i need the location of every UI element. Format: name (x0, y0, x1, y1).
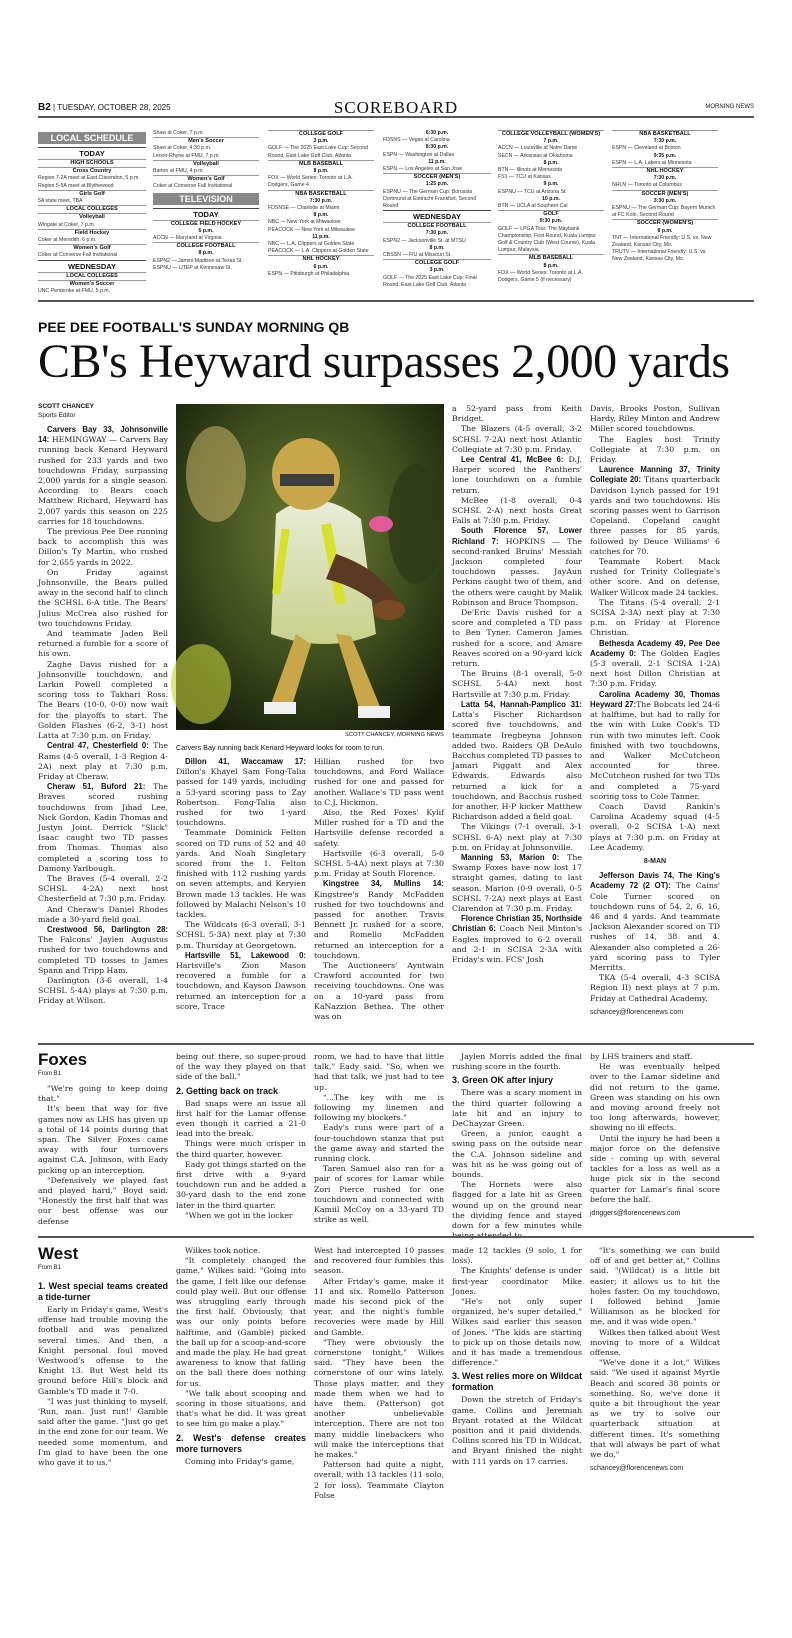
foxes-column-2 (176, 1052, 306, 1229)
subhead: 3. Green OK after injury (452, 1075, 554, 1086)
schedule-listing: Shaw at Coker, 7 p.m. (153, 130, 205, 136)
paragraph: Jaylen Morris added the final rushing score in the fourth. (452, 1052, 582, 1072)
story-photo (176, 404, 444, 730)
paragraph: Zaghe Davis rushed for a Johnsonville touchdown, and Larkin Powell completed a scoring toss to Takhari Ross. The Bears (10-0, 0-0) now wait for the playoffs to start. The Golden Flashes (6-2, 3-1) host Latta at 7:30 p.m. on Friday. (38, 659, 168, 741)
story-column-5 (590, 404, 720, 1035)
foxes-column-1 (38, 1084, 168, 1229)
story-column-3 (314, 757, 444, 1035)
schedule-time: 6:30 p.m. (425, 130, 449, 136)
schedule-listing: Shaw at Coker, 4:30 p.m. (153, 145, 212, 152)
paragraph: West had intercepted 10 passes and recovered four fumbles this season. (314, 1246, 444, 1276)
schedule-listing: Region 7-2A meet at East Clarendon, 5 p.m. (38, 175, 140, 182)
paragraph-text: D.J. Harper scored the Panthers' lone touchdown on a fumble return. (452, 455, 582, 495)
west-jump-head (38, 1244, 78, 1273)
paragraph: And teammate Jaden Bell returned a fumble for a score of his own. (38, 629, 168, 659)
schedule-listing: TRUTV — International Friendly: U.S. vs. New Zealand, Kansas City, Mo. (612, 249, 707, 263)
game-result: Lee Central 41, McBee 6: (461, 455, 564, 465)
schedule-listing: FOX — World Series: Toronto at L.A. Dodgers, Game 5 (if necessary) (498, 269, 583, 284)
schedule-listing: ESPN — Pittsburgh at Philadelphia (268, 270, 350, 277)
foxes-title: Foxes (38, 1050, 88, 1069)
schedule-listing: Coker at Converse Fall Invitational (38, 252, 118, 259)
paragraph: room, we had to have that little talk," Eady said. "So, when we had that talk, we just had to tee up. (314, 1052, 444, 1092)
paragraph: And Cheraw's Daniel Rhodes made a 30-yard field goal. (38, 904, 168, 924)
schedule-listing: FDSNS — Vegas at Carolina (383, 137, 450, 144)
schedule-time: 8 p.m. (198, 250, 214, 257)
schedule-heading: MLB BASEBALL (498, 254, 604, 262)
divider (38, 300, 754, 302)
paragraph (38, 425, 168, 527)
schedule-listing: Coker at Converse Fall Invitational (153, 183, 233, 190)
schedule-heading: LOCAL COLLEGES (38, 205, 146, 213)
paragraph-text: The Golden Eagles (5-3 overall, 2-1 SCISA 1-2A) next host Dillon Christian at 7:30 p.m. Friday. (590, 648, 720, 689)
paragraph: "When we got in the locker (185, 1210, 293, 1220)
schedule-listing: ESPN2 — James Madison at Texas St. (153, 257, 243, 264)
schedule-listing: FS1 — TCU at Kansas (498, 174, 551, 181)
game-result: South Florence 57, Lower Richland 7: (452, 526, 582, 546)
paragraph-text: HOPKINS — The second-ranked Bruins' Messiah Jackson completed four touchdown passes. JayAun Perkins caught two of them, and the others were caught by Malik Robinson and Bruce Thompson. (452, 536, 582, 607)
schedule-heading: SOCCER (MEN'S) (383, 173, 491, 181)
subhead: 1. West special teams created a tide-turner (38, 1281, 168, 1302)
schedule-column-3 (268, 130, 374, 300)
game-result: Florence Christian 35, Northside Christian 6: (452, 914, 582, 934)
paragraph: Darlington (3-6 overall, 1-4 SCHSL 5-4A) plays at 7:30 p.m. Friday at Wilson. (38, 975, 168, 1006)
story-column-1 (38, 425, 168, 1035)
schedule-heading: WEDNESDAY (38, 260, 146, 272)
paragraph: "They were obviously the cornerstone tonight," Wilkes said. "They have been the cornerstone of our wins lately. Those plays matter, and they made them when we had to have them. (Patterson) got another unbelievable interception. There are not too many middle linebackers who will make the interceptions that he makes." (314, 1337, 444, 1460)
paragraph: The Bruins (8-1 overall, 5-0 SCHSL 5-4A) next host Hartsville at 7:30 p.m. Friday. (452, 669, 582, 699)
paragraph: Wilkes then talked about West moving to more of a Wildcat offense. (590, 1327, 720, 1358)
paragraph (314, 879, 444, 961)
paragraph-text: The Bobcats led 24-6 at halftime, but had to rally for the win with Luke Cook's TD run with two minutes left. Cook finished with two touchdowns, and Walker McCutcheon accounted for three. McCutcheon rushed for two TDs and completed a 75-yard scoring toss to Cole Tanner. (590, 699, 721, 801)
foxes-column-4 (452, 1052, 582, 1241)
schedule-time: 9:35 p.m. (653, 152, 677, 159)
paragraph-text: Coach Neil Minton's Eagles improved to 6-2 overall and 2-1 in SCISA 2-3A with Friday's win. FCS' Josh (452, 924, 582, 964)
game-result: Bethesda Academy 49, Pee Dee Academy 0: (590, 638, 720, 658)
page-number: B2 (38, 102, 51, 113)
paragraph (590, 871, 720, 973)
west-column-2 (176, 1246, 306, 1490)
game-result: Latta 54, Hannah-Pamplico 31: (461, 699, 582, 709)
paragraph-text: Hartsville's Zion Mason recovered a fumble for a touchdown, and Kayson Dawson returned an interception for a score. Trace (176, 961, 306, 1011)
schedule-heading: COLLEGE VOLLEYBALL (WOMEN'S) (498, 130, 604, 138)
story-headline: CB's Heyward surpasses 2,000 yards (38, 335, 730, 388)
paragraph: It's been that way for five games now as LHS has given up a total of 14 points during that span. The Silver Foxes came away with four turnovers against C.A. Johnson, with Eady picking up an interception. (38, 1104, 168, 1175)
schedule-time: 6 p.m. (198, 227, 214, 234)
schedule-heading: TODAY (153, 208, 259, 220)
game-result: Manning 53, Marion 0: (461, 852, 560, 862)
schedule-time: 7:30 p.m. (309, 197, 333, 204)
paragraph-text: Latta's Fischer Richardson scored five touchdowns, and teammate Iregbeyna Johnson added two. Raiders QB DeAulo Bacchus completed TD passes to Jamari Piggatt and Alex Edwards. Edwards also returned a kick for a touchdown, and Bacchus rushed for another. H-P kicker Matthew Richardson added a field goal. (452, 710, 582, 822)
schedule-heading: Volleyball (38, 213, 146, 221)
schedule-heading: NHL HOCKEY (612, 167, 718, 175)
schedule-time: 10 p.m. (542, 195, 560, 202)
author-email: schancey@florencenews.com (590, 1465, 684, 1473)
paragraph: The Blazers (4-5 overall, 3-2 SCHSL 7-2A) next host Atlantic Collegiate at 7:30 p.m. Friday. (452, 424, 582, 454)
paragraph-text: The Rams (4-5 overall, 1-3 Region 4-2A) next play at 7:30 p.m. Friday at Cheraw. (38, 741, 168, 781)
paragraph: "...The key with me is following my linemen and following my blockers." (314, 1092, 444, 1123)
paragraph (452, 455, 582, 496)
paragraph: Hartsville (6-3 overall, 5-0 SCHSL 5-4A) next plays at 7:30 p.m. Friday at South Florence. (314, 848, 444, 879)
paragraph: McBee (1-8 overall, 0-4 SCHSL 2-A) next hosts Great Falls at 7:30 p.m. Friday. (452, 495, 582, 526)
schedule-time: 8 p.m. (543, 159, 559, 166)
schedule-heading: COLLEGE FIELD HOCKEY (153, 220, 259, 228)
game-result: Crestwood 56, Darlington 28: (47, 924, 168, 934)
divider (38, 1043, 754, 1045)
paragraph-text: HEMINGWAY — Carvers Bay running back Kenard Heyward rushed for 233 yards and two touchdowns Friday, surpassing 2,000 yards for a single season. According to Bears coach Matthew Richard, Heyward has 2,007 yards this season on 225 carries for 18 touchdowns. (38, 435, 168, 526)
paragraph: The Eagles host Trinity Collegiate at 7:30 p.m. on Friday. (590, 434, 720, 465)
schedule-listing: NBC — L.A. Clippers at Golden State (268, 241, 355, 248)
paragraph: He was eventually helped over to the Lamar sideline and did not return to the game. Green was standing on his own and moving around freely not too long afterwards, however, showing no ill effects. (590, 1062, 720, 1133)
schedule-time: 8 p.m. (313, 212, 329, 219)
paragraph: "It's something we can build off of and get better at," Collins said. "(Wildcat) is a little bit easier; it allows us to hit the holes faster. On my touchdown, I followed behind Jamie Williamson as he blocked for me, and it was wide open." (590, 1246, 720, 1327)
paragraph: The Wildcats (6-3 overall, 3-1 SCHSL 5-3A) next play at 7:30 p.m. Thursday at Georgetown. (176, 920, 306, 950)
schedule-column-4 (383, 130, 491, 300)
west-column-5 (590, 1246, 720, 1490)
publication-name: MORNING NEWS (705, 104, 754, 110)
paragraph: Down the stretch of Friday's game, Collins and Jeremiah Bryant rotated at the Wildcat position and it paid dividends. Collins scored his TD in Wildcat, and Bryant finished the night with 111 yards on 17 carries. (452, 1395, 582, 1466)
paragraph (38, 925, 168, 976)
schedule-listing: ESPN — Washington at Dallas (383, 151, 455, 158)
paragraph (452, 914, 582, 965)
byline-title: Sports Editor (38, 412, 76, 419)
author-email: jdriggers@florencenews.com (590, 1210, 681, 1218)
schedule-listing: ESPN — Los Angeles at San Jose (383, 166, 463, 173)
paragraph (590, 690, 720, 802)
paragraph: by LHS trainers and staff. (590, 1052, 693, 1061)
west-title: West (38, 1244, 79, 1263)
schedule-heading: NBA BASKETBALL (612, 130, 718, 138)
west-column-3 (314, 1246, 444, 1500)
schedule-time: 11 p.m. (428, 158, 446, 165)
schedule-heading: COLLEGE GOLF (268, 130, 374, 138)
divider (38, 1236, 754, 1238)
paragraph (38, 741, 168, 782)
paragraph (452, 526, 582, 608)
schedule-listing: FOX — World Series: Toronto at L.A. Dodgers, Game 4 (268, 175, 353, 189)
schedule-listing: GOLF — The 2025 East Lake Cup: Final Round, East Lake Golf Club, Atlanta (383, 274, 477, 288)
paragraph: Early in Friday's game, West's offense had trouble moving the football and was penalized several times. And then, a Knight personal foul moved Westwood's offense to the Knight 13. But West held its ground before Hill's block and Gamble's TD made it 7-0. (38, 1305, 168, 1396)
schedule-time: 3 p.m. (313, 138, 329, 145)
game-result: Hartsville 51, Lakewood 0: (185, 950, 306, 960)
schedule-listing: ESPNU — TCU at Arizona St. (498, 188, 567, 195)
story-column-2 (176, 757, 306, 1035)
schedule-time: 6 p.m. (313, 263, 329, 270)
paragraph: TKA (5-4 overall, 4-3 SCISA Region II) next plays at 7 p.m. Friday at Cathedral Academy. (590, 973, 720, 1003)
schedule-listing: Region 5-5A meet at Blythewood (38, 182, 114, 189)
section-title: SCOREBOARD (333, 98, 459, 117)
foxes-from: From B1 (38, 1071, 62, 1077)
west-column-1 (38, 1278, 168, 1490)
schedule-heading: Girls Golf (38, 190, 146, 198)
schedule-heading: SOCCER (WOMEN'S) (612, 219, 718, 227)
schedule-listing: NBC — New York at Milwaukee (268, 219, 341, 226)
paragraph-text: Kingstree's Randy McFadden rushed for two touchdowns and passed for another. Travis Bennett Jr. rushed for a score, and Romello McFadden returned an interception for a touchdown. (314, 889, 444, 960)
schedule-column-5 (498, 130, 604, 300)
schedule-listing: FDSNSE — Charlotte at Miami (268, 205, 340, 212)
paragraph: "We talk about scooping and scoring in those situations, and that's what he did. It was great to see him go make a play." (176, 1388, 306, 1429)
schedule-heading: HIGH SCHOOLS (38, 159, 146, 167)
schedule-heading: Women's Golf (38, 244, 146, 252)
schedule-column-2 (153, 130, 259, 300)
schedule-listing: UNC Pembroke at FMU, 5 p.m. (38, 288, 111, 295)
paragraph (590, 639, 720, 690)
paragraph: Until the injury he had been a major force on the defensive side - coming up with several tackles for a loss as well as a huge pick six in the second quarter for Lamar's final score before the half. (590, 1133, 720, 1204)
paragraph: "We're going to keep doing that." (38, 1084, 168, 1104)
paragraph (38, 782, 168, 874)
byline (38, 402, 94, 420)
football-player-image (176, 404, 444, 730)
schedule-column-6 (612, 130, 718, 300)
section-label: 8-MAN (643, 857, 667, 865)
paragraph: "We've done it a lot," Wilkes said. "We used it against Myrtle Beach and scored 38 points or something. So, we've done it quite a bit throughout the year as we try to solve our quarterback situation at different times. It's something that will always be part of what we do." (590, 1358, 720, 1460)
photo-credit: SCOTT CHANCEY, MORNING NEWS (345, 732, 444, 738)
schedule-time: 7:30 p.m. (425, 230, 449, 237)
paragraph: Things were much crisper in the third quarter, however. (176, 1139, 306, 1159)
paragraph: "It completely changed the game," Wilkes said. "Going into the game, I felt like our defense could play well. But our offense was struggling early through the first half. Obviously, that was our only points before halftime, and (Gamble) picked the ball up for a scoop-and-score and made the play. He had great awareness to know that falling on the ball there does nothing for us. (176, 1256, 306, 1388)
paragraph: The previous Pee Dee running back to accomplish this was Dillon's Ty Martin, who rushed for 2,655 yards in 2022. (38, 527, 168, 567)
schedule-time: 7:30 p.m. (653, 138, 677, 145)
schedule-listing: GOLF — The 2025 East Lake Cup: Second Round, East Lake Golf Club, Atlanta (268, 145, 368, 159)
paragraph-text: The Falcons' Jaylen Augustus rushed for two touchdowns and completed TD tosses to James Spann and Tripp Ham. (38, 935, 168, 975)
schedule-listing: PEACOCK — New York at Milwaukee (268, 226, 356, 233)
schedule-listing: ESPN2 — Jacksonville St. at MTSU (383, 237, 466, 244)
story-kicker: PEE DEE FOOTBALL'S SUNDAY MORNING QB (38, 319, 350, 335)
schedule-column-1 (38, 130, 146, 300)
schedule-heading: NBA BASKETBALL (268, 190, 374, 198)
paragraph: Green, a junior, caught a swing pass on the outside near the C.A. Johnson sideline and was hit as he was going out of bounds. (452, 1129, 582, 1180)
schedule-time: 8:30 p.m. (425, 144, 449, 151)
paragraph: The Hornets were also flagged for a late hit as Green wound up on the ground near the dividing fence and stayed down for a few minutes while being attended to (452, 1180, 582, 1241)
schedule-listing: ESPNU — The German Cup: Borussia Dortmund at Eintracht Frankfurt, Second Round (383, 188, 477, 210)
game-result: Cheraw 51, Buford 21: (47, 782, 146, 792)
paragraph: Eady got things started on the first drive with a 9-yard touchdown run and he added a 30-yard dash to the end zone later in the third quarter. (176, 1159, 306, 1210)
paragraph: The Auctioneers' Ayntwain Crawford accounted for two receiving touchdowns. One was on a 10-yard pass from KaNazzion Bethea. The other was on (314, 961, 444, 1022)
photo-caption: Carvers Bay running back Kenard Heyward looks for room to run. (176, 743, 385, 752)
author-email: schancey@florencenews.com (590, 1008, 684, 1016)
schedule-time: 1:25 p.m. (425, 181, 449, 188)
paragraph: Teammate Robert Mack rushed for Trinity Collegiate's other score. And on defense, Walker Willcox made 24 tackles. (590, 557, 720, 597)
paragraph: Hillian rushed for two touchdowns, and Ford Wallace rushed for one and passed for another. Wallace's TD pass went to C.J. Hickmon. (314, 757, 444, 807)
paragraph (590, 465, 720, 557)
schedule-heading: LOCAL COLLEGES (38, 272, 146, 280)
schedule-time: 3 p.m. (429, 267, 445, 274)
story-column-4 (452, 404, 582, 1035)
foxes-jump-head (38, 1050, 87, 1079)
paragraph: De'Eric Davis rushed for a score and completed a TD pass to Ben Tyner. Cameron James rushed for a score, and Amare Reaves scored on a 90-yard kick return. (452, 608, 582, 669)
schedule-heading: NHL HOCKEY (268, 255, 374, 263)
schedule-listing: TNT — International Friendly: U.S. vs. New Zealand, Kansas City, Mo. (612, 234, 712, 249)
schedule-time: 9:30 p.m. (539, 218, 563, 225)
game-result: Dillon 41, Waccamaw 17: (185, 757, 306, 766)
schedule-listing: CBSSN — FIU at Missouri St. (383, 252, 452, 259)
west-column-4 (452, 1246, 582, 1490)
schedule-heading: COLLEGE FOOTBALL (153, 242, 259, 250)
schedule-heading: Women's Soccer (38, 280, 146, 288)
schedule-heading: Cross Country (38, 167, 146, 175)
schedule-listing: Wingate at Coker, 7 p.m. (38, 221, 96, 228)
schedule-listing: Lenoir-Rhyne at FMU, 7 p.m. (153, 152, 220, 159)
subhead: 3. West relies more on Wildcat formation (452, 1371, 582, 1393)
paragraph: a 52-yard pass from Keith Bridget. (452, 404, 582, 424)
paragraph (176, 951, 306, 1012)
page-folio: B2 | TUESDAY, OCTOBER 28, 2025 (38, 102, 171, 113)
schedule-heading: LOCAL SCHEDULE (38, 132, 146, 144)
paragraph: Teammate Dominick Felton scored on TD runs of 52 and 40 yards. And Noah Singletary scored from the 1. Felton finished with 112 rushing yards on seven attempts, and Keryien Brown made 13 tackles. He was followed by Malachi Nelson's 10 tackles. (176, 828, 306, 920)
foxes-column-3 (314, 1052, 444, 1229)
foxes-column-5 (590, 1052, 720, 1229)
game-result: Central 47, Chesterfield 0: (47, 741, 149, 751)
paragraph: The Braves (5-4 overall, 2-2 SCHSL 4-2A) next host Chesterfield at 7:30 p.m. Friday. (38, 873, 168, 904)
schedule-heading: COLLEGE FOOTBALL (383, 222, 491, 230)
schedule-heading: SOCCER (MEN'S) (612, 190, 718, 198)
schedule-listing: 5A state meet, TBA (38, 198, 83, 205)
schedule-listing: ESPNU — UTEP at Kennesaw St. (153, 264, 232, 271)
paragraph (452, 853, 582, 914)
schedule-time: 3:30 p.m. (653, 197, 677, 204)
paragraph: Davis, Brooks Poston, Sullivan Hardy, Riley Minton and Andrew Miller scored touchdowns. (590, 404, 720, 434)
schedule-listing: ESPN — L.A. Lakers at Minnesota (612, 159, 692, 166)
game-result: Carolina Academy 30, Thomas Heyward 27: (590, 689, 720, 709)
schedule-heading: TELEVISION (153, 193, 259, 205)
page-date: TUESDAY, OCTOBER 28, 2025 (57, 103, 171, 112)
byline-name: SCOTT CHANCEY (38, 403, 94, 410)
schedule-listing: BTN — UCLA at Southern Cal (498, 203, 568, 210)
paragraph: There was a scary moment in the third quarter following a late hit and an injury to DeChayzar Green. (452, 1088, 582, 1129)
schedule-listing: ESPNU — The German Cup: Bayern Munich at FC Koln, Second Round (612, 205, 716, 219)
paragraph: After Friday's game, make it 11 and six. Romello Patterson made his second pick of the year, and the night's fumble recoveries were made by Hill and Gamble. (314, 1276, 444, 1337)
schedule-heading: Volleyball (153, 160, 259, 168)
schedule-time: 8 p.m. (657, 227, 673, 234)
paragraph: Patterson had quite a night, overall, with 13 tackles (11 solo, 2 for loss). Teammate Clayton Folse (314, 1460, 444, 1500)
schedule-listing: ACCN — Maryland at Virginia (153, 235, 222, 242)
paragraph: Bad snaps were an issue all first half for the Lamar offense even though it carried a 21-0 lead into the break. (176, 1098, 306, 1139)
schedule-time: 9 p.m. (543, 181, 559, 188)
paragraph: being out there, so super-proud of the way they played on that side of the ball." (176, 1052, 306, 1082)
paragraph: "Defensively we played fast and played hard," Boyd said. "Honestly the first half that was our best offense was our defense (38, 1175, 168, 1226)
paragraph-text: Titans quarterback Davidson Lynch passed for 191 yards and two touchdowns. His scoring passes went to Garrison Copeland. Copeland caught three passes for 85 yards, followed by Deuce Williams' 6 catches for 70. (590, 475, 720, 556)
schedule-listing: Coker at Meredith, 6 p.m. (38, 237, 97, 244)
game-result: Kingstree 34, Mullins 14: (323, 879, 444, 889)
schedule-heading: Field Hockey (38, 229, 146, 237)
paragraph: Coach David Rankin's Carolina Academy squad (4-5 overall, 0-2 SCISA 1-A) next plays at 7:30 p.m. on Friday at Lee Academy. (590, 801, 720, 852)
page-header (38, 100, 754, 118)
schedule-time: 8 p.m. (313, 168, 329, 175)
game-result: Carvers Bay 33, Johnsonville 14: (38, 425, 168, 445)
schedule-listing: SECN — Arkansas at Oklahoma (498, 152, 573, 159)
schedule-listing: Barton at FMU, 4 p.m. (153, 168, 205, 175)
schedule-listing: ACCN — Louisville at Notre Dame (498, 145, 578, 152)
schedule-heading: GOLF (498, 210, 604, 218)
schedule-heading: WEDNESDAY (383, 210, 491, 222)
paragraph (452, 700, 582, 822)
paragraph: The Knights' defense is under first-year coordinator Mike Jones. (452, 1266, 582, 1296)
schedule-heading: TODAY (38, 147, 146, 159)
schedule-time: 8 p.m. (543, 262, 559, 269)
schedule-heading: Women's Golf (153, 175, 259, 183)
schedule-heading: COLLEGE GOLF (383, 259, 491, 267)
paragraph: Taren Samuel also ran for a pair of scores for Lamar while Zori Pierce rushed for one touchdown and connected with Kamiil McCoy on a 33-yard TD strike as well. (314, 1164, 444, 1225)
paragraph: Wilkes took notice. (185, 1246, 261, 1255)
subhead: 2. West's defense creates more turnovers (176, 1432, 306, 1454)
paragraph: The Titans (5-4 overall, 2-1 SCISA 2-3A) next play at 7:30 p.m. on Friday at Florence Christian. (590, 597, 720, 638)
paragraph: Also, the Red Foxes' Kylif Miller rushed for a TD and the Hartsville defense recorded a safety. (314, 808, 444, 848)
paragraph (176, 757, 306, 828)
schedule-listing: ESPN — Cleveland at Boston (612, 145, 681, 152)
schedule-time: 8 p.m. (429, 244, 445, 251)
paragraph: On Friday against Johnsonville, the Bears pulled away in the second half to clinch the SCHSL 6-A title. The Bears' Julius McCrea also rushed for two touchdowns Friday. (38, 567, 168, 628)
schedule-listing: NHLN — Toronto at Columbus (612, 182, 682, 189)
paragraph: "I was just thinking to myself, 'Run, man. Just run!' Gamble said after the game. "Just go get in the end zone for our team. We needed some momentum, and I'm glad to have been the one who gave it to us." (38, 1396, 168, 1468)
paragraph: "He's not only super organized, he's super detailed," Wilkes said earlier this season of Jones. "The kids are starting to pick up on those details now, and it has made a tremendous difference." (452, 1297, 582, 1368)
paragraph-text: Dillon's Khayel Sam Fong-Talia passed for 149 yards, including a 53-yard scoring pass to Zay Robertson. Fong-Talia also rushed for two 1-yard touchdowns. (176, 767, 306, 828)
schedule-heading: MLB BASEBALL (268, 160, 374, 168)
paragraph: made 12 tackles (9 solo, 1 for loss). (452, 1246, 582, 1266)
schedule-time: 7:30 p.m. (653, 175, 677, 182)
paragraph: Eady's runs were part of a four-touchdown stanza that put the game away and started the running clock. (314, 1123, 444, 1164)
paragraph-text: The Braves scored rushing touchdowns from Jihad Lee, Nick Gordon, Kadin Thomas and Justyn Joint. Derrick "Slick" Isaac caught two TD passes from Thomas. Thomas also completed a scoring toss to Damony Yarlbough. (38, 782, 168, 873)
schedule-listing: PEACOCK — L.A. Clippers at Golden State (268, 248, 369, 255)
schedule-listing: BTN — Illinois at Minnesota (498, 167, 563, 174)
paragraph: Coming into Friday's game, (185, 1456, 295, 1466)
paragraph-text: The Swamp Foxes have now lost 17 straight games, dating to last season. Marion (0-9 overall, 0-5 SCHSL 7-2A) next plays at East Clarendon at 7:30 p.m. Friday. (452, 852, 582, 913)
game-result: Laurence Manning 37, Trinity Collegiate 20: (590, 465, 720, 485)
west-from: From B1 (38, 1265, 62, 1271)
paragraph-text: The Cains' Cole Turner scored on touchdown runs of 54, 2, 6, 16, 46 and 4 yards. And teammate Jackson Alexander scored on TD rushes of 14, 38 and 4. Alexander also completed a 26-yard scoring pass to Tyler Merritts. (590, 881, 720, 972)
game-result: Jefferson Davis 74, The King's Academy 72 (2 OT): (590, 871, 720, 891)
paragraph: The Vikings (7-1 overall, 3-1 SCHSL 6-A) next play at 7:30 p.m. on Friday at Johnsonville. (452, 822, 582, 852)
subhead: 2. Getting back on track (176, 1085, 279, 1096)
schedule-listing: GOLF — LPGA Tour: The Maybank Championship, First Round, Kuala Lumpur Golf & Country Club (West Course), Kuala Lumpur, Malaysia (498, 225, 597, 254)
schedule-time: 11 p.m. (312, 233, 330, 240)
schedule-heading: Men's Soccer (153, 137, 259, 145)
schedule-time: 7 p.m. (543, 138, 559, 145)
